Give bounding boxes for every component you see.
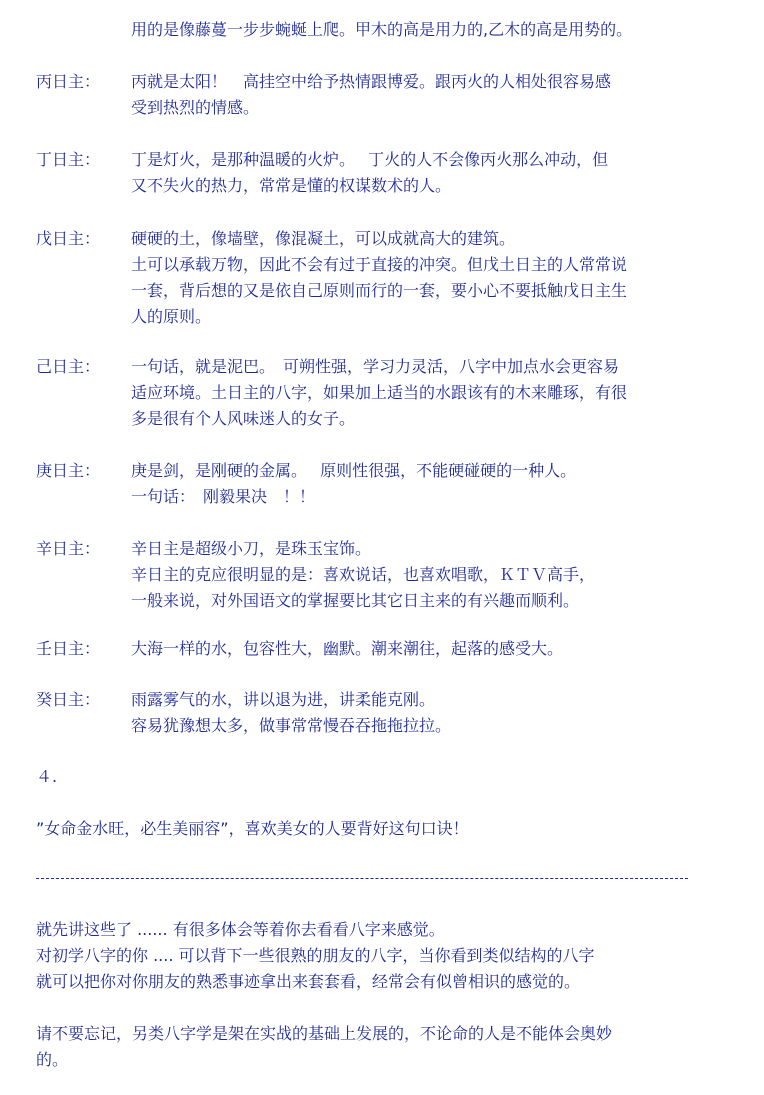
gui-line-2: 容易犹豫想太多，做事常常慢吞吞拖拖拉拉。 bbox=[131, 716, 452, 735]
label-xin: 辛日主： bbox=[36, 539, 101, 558]
ding-line-2: 又不失火的热力，常常是懂的权谋数术的人。 bbox=[131, 176, 452, 195]
bing-line-2: 受到热烈的情感。 bbox=[131, 98, 260, 117]
label-ding: 丁日主： bbox=[36, 150, 101, 169]
closing-line-4: 请不要忘记，另类八字学是架在实战的基础上发展的，不论命的人是不能体会奥妙 bbox=[36, 1024, 613, 1043]
label-ren: 壬日主： bbox=[36, 639, 101, 658]
ji-line-1: 一句话，就是泥巴。 可朔性强，学习力灵活，八字中加点水会更容易 bbox=[131, 357, 620, 376]
ji-line-3: 多是很有个人风味迷人的女子。 bbox=[131, 409, 356, 428]
bing-line-1: 丙就是太阳！ 高挂空中给予热情跟博爱。跟丙火的人相处很容易感 bbox=[131, 72, 612, 91]
quote-line: ”女命金水旺，必生美丽容”，喜欢美女的人要背好这句口诀！ bbox=[36, 819, 469, 838]
wu-line-1: 硬硬的土，像墙壁，像混凝土，可以成就高大的建筑。 bbox=[131, 229, 516, 248]
closing-line-1: 就先讲这些了 ...... 有很多体会等着你去看看八字来感觉。 bbox=[36, 920, 445, 939]
xin-line-1: 辛日主是超级小刀，是珠玉宝饰。 bbox=[131, 539, 372, 558]
xin-line-3: 一般来说，对外国语文的掌握要比其它日主来的有兴趣而顺利。 bbox=[131, 591, 580, 610]
dashed-separator bbox=[36, 878, 688, 879]
closing-line-2: 对初学八字的你 .... 可以背下一些很熟的朋友的八字，当你看到类似结构的八字 bbox=[36, 946, 595, 965]
ji-line-2: 适应环境。土日主的八字，如果加上适当的水跟该有的木来雕琢，有很 bbox=[131, 383, 628, 402]
closing-line-3: 就可以把你对你朋友的熟悉事迹拿出来套套看，经常会有似曾相识的感觉的。 bbox=[36, 972, 581, 991]
label-wu: 戊日主： bbox=[36, 229, 101, 248]
xin-line-2: 辛日主的克应很明显的是：喜欢说话，也喜欢唱歌，ＫＴＶ高手， bbox=[131, 565, 596, 584]
gui-line-1: 雨露雾气的水，讲以退为进，讲柔能克刚。 bbox=[131, 690, 436, 709]
ren-line-1: 大海一样的水，包容性大，幽默。潮来潮往，起落的感受大。 bbox=[131, 639, 564, 658]
geng-line-2: 一句话： 刚毅果决 ！！ bbox=[131, 487, 316, 506]
ding-line-1: 丁是灯火，是那种温暖的火炉。 丁火的人不会像丙火那么冲动，但 bbox=[131, 150, 609, 169]
label-bing: 丙日主： bbox=[36, 72, 101, 91]
closing-line-5: 的。 bbox=[36, 1050, 69, 1069]
label-geng: 庚日主： bbox=[36, 461, 101, 480]
intro-line: 用的是像藤蔓一步步蜿蜒上爬。甲木的高是用力的,乙木的高是用势的。 bbox=[131, 20, 633, 39]
label-ji: 己日主： bbox=[36, 357, 101, 376]
label-gui: 癸日主： bbox=[36, 690, 101, 709]
section-number: ４. bbox=[36, 767, 58, 786]
wu-line-3: 一套，背后想的又是依自己原则而行的一套，要小心不要抵触戊日主生 bbox=[131, 281, 628, 300]
wu-line-4: 人的原则。 bbox=[131, 307, 212, 326]
geng-line-1: 庚是剑，是刚硬的金属。 原则性很强，不能硬碰硬的一种人。 bbox=[131, 461, 577, 480]
wu-line-2: 土可以承载万物，因此不会有过于直接的冲突。但戊土日主的人常常说 bbox=[131, 255, 628, 274]
